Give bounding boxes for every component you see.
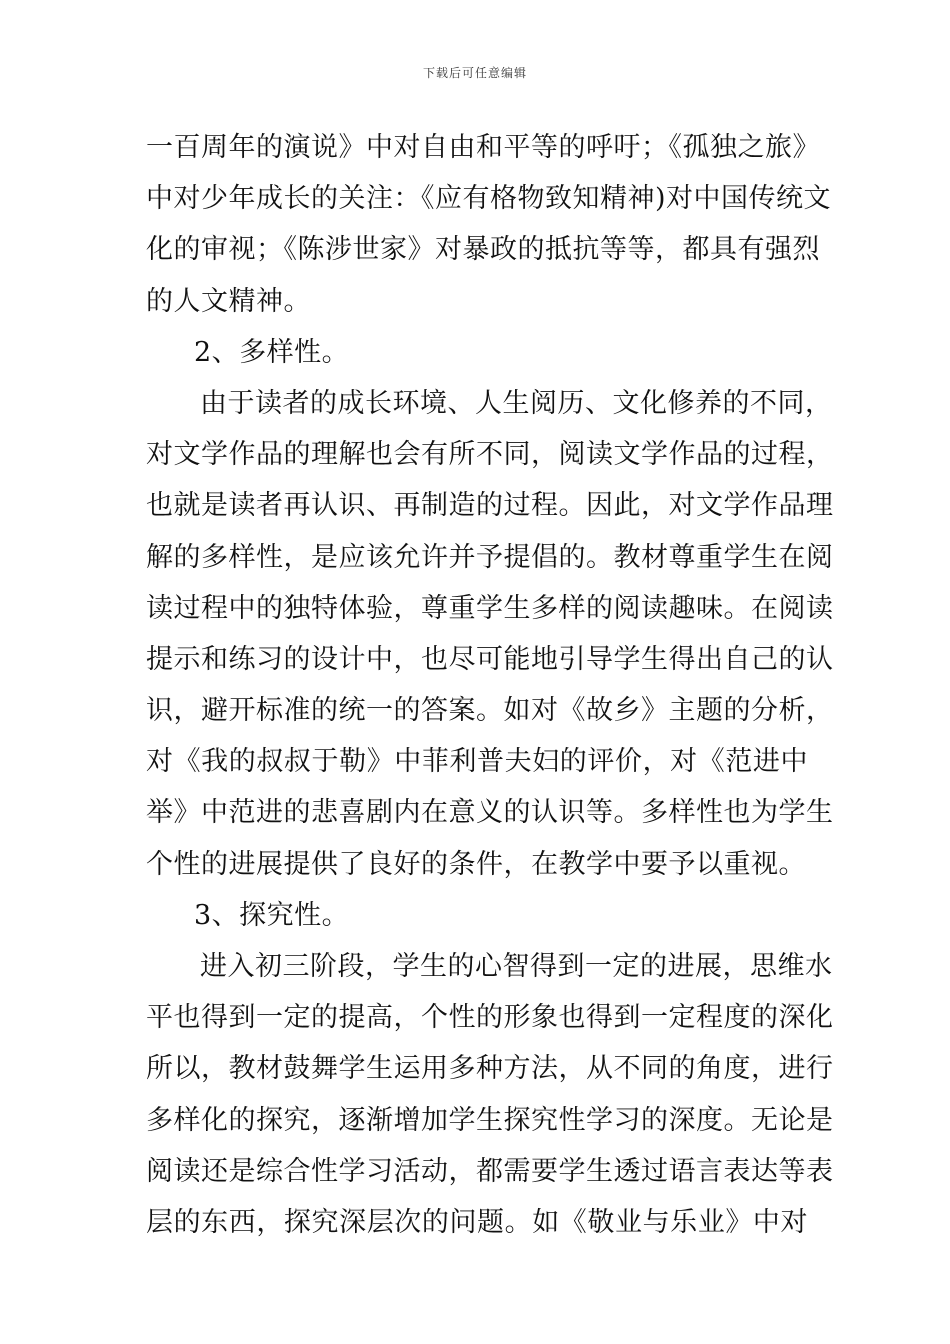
text-line: 也就是读者再认识、再制造的过程。因此，对文学作品理	[146, 490, 834, 522]
text-line: 识，避开标准的统一的答案。如对《故乡》主题的分析，	[146, 695, 834, 727]
text-line: 读过程中的独特体验，尊重学生多样的阅读趣味。在阅读	[146, 592, 834, 624]
text-line: 中对少年成长的关注：《应有格物致知精神)对中国传统文	[146, 183, 832, 215]
text-line: 个性的进展提供了良好的条件，在教学中要予以重视。	[146, 848, 806, 880]
text-line: 3、探究性。	[194, 899, 350, 931]
text-line: 2、多样性。	[194, 336, 350, 368]
text-line: 层的东西，探究深层次的问题。如《敬业与乐业》中对	[146, 1206, 808, 1238]
body-text	[146, 122, 834, 1248]
text-line: 一百周年的演说》中对自由和平等的呼吁；《孤独之旅》	[146, 132, 820, 163]
page-header: 下载后可任意编辑	[422, 66, 527, 80]
text-line: 进入初三阶段，学生的心智得到一定的进展，思维水	[200, 951, 833, 982]
text-line: 阅读还是综合性学习活动，都需要学生透过语言表达等表	[146, 1155, 834, 1187]
text-line: 所以，教材鼓舞学生运用多种方法，从不同的角度，进行	[146, 1053, 834, 1085]
text-line: 提示和练习的设计中，也尽可能地引导学生得出自己的认	[146, 643, 834, 675]
text-line: 解的多样性，是应该允许并予提倡的。教材尊重学生在阅	[146, 541, 834, 573]
text-line: 举》中范进的悲喜剧内在意义的认识等。多样性也为学生	[146, 797, 834, 829]
text-line: 对文学作品的理解也会有所不同，阅读文学作品的过程，	[146, 439, 834, 471]
text-line: 多样化的探究，逐渐增加学生探究性学习的深度。无论是	[146, 1104, 834, 1136]
text-line: 对《我的叔叔于勒》中菲利普夫妇的评价，对《范进中	[146, 746, 808, 778]
text-line: 平也得到一定的提高，个性的形象也得到一定程度的深化	[146, 1002, 834, 1034]
text-line: 由于读者的成长环境、人生阅历、文化修养的不同，	[200, 387, 833, 419]
text-line: 化的审视；《陈涉世家》对暴政的抵抗等等，都具有强烈	[146, 234, 820, 266]
text-line: 的人文精神。	[146, 285, 311, 317]
